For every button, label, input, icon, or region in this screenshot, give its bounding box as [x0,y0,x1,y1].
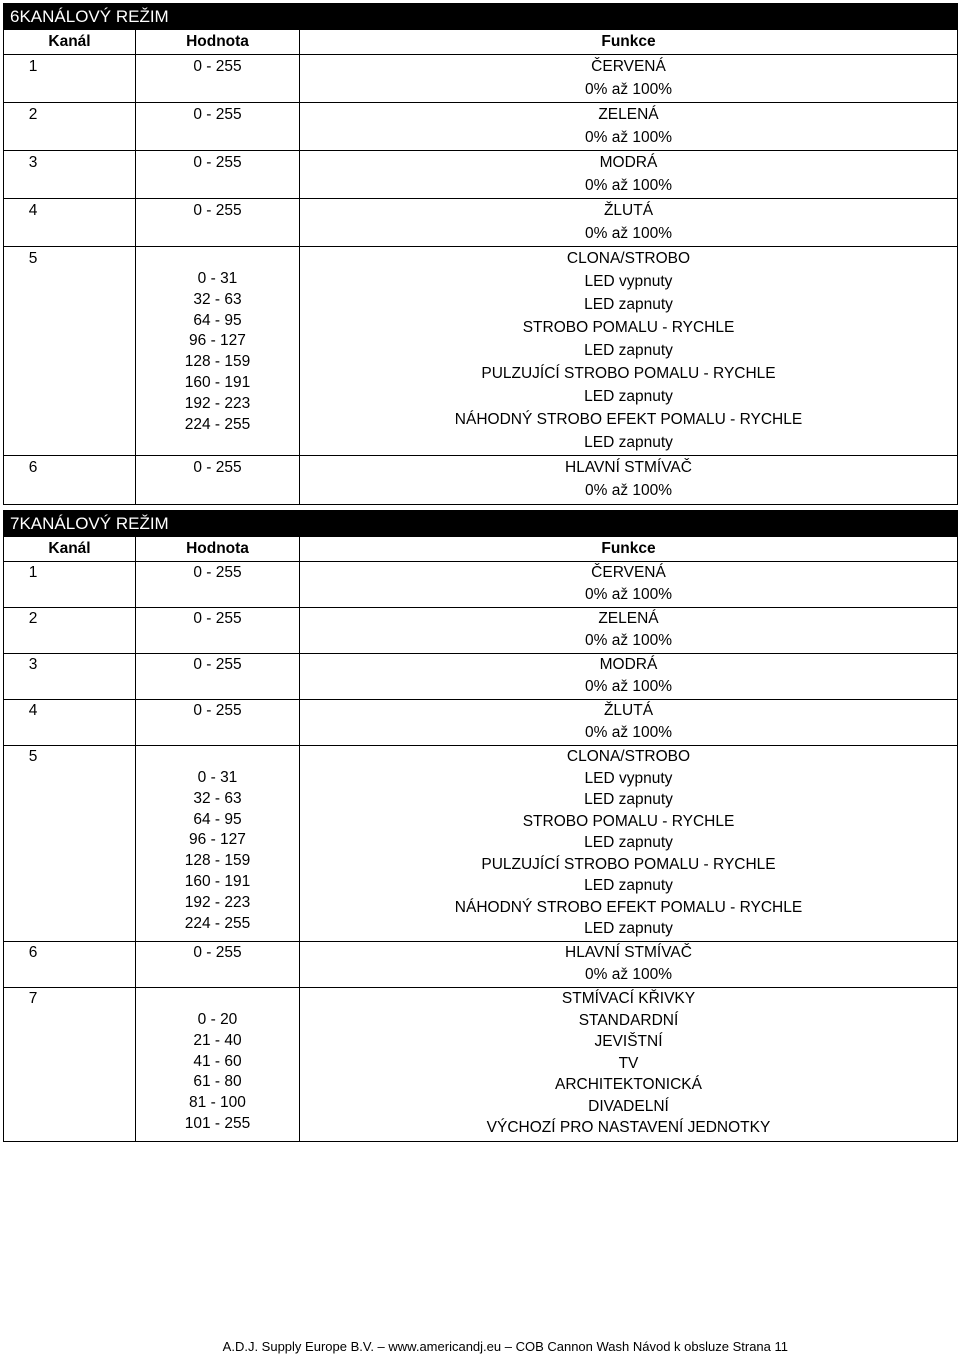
value-range: 0 - 255 [193,106,242,123]
function-description: LED vypnuty [584,769,673,787]
value-range: 0 - 20 [197,1011,238,1028]
value-range: 128 - 159 [184,353,251,371]
channel-cell [4,988,136,1141]
function-cell [300,654,957,699]
value-range: 61 - 80 [193,1073,242,1091]
value-range: 0 - 255 [193,564,242,581]
value-cell [136,746,300,941]
channel-cell [4,151,136,198]
value-cell [136,247,300,455]
table-row [4,199,957,247]
header-value: Hodnota [136,30,300,54]
function-description: VÝCHOZÍ PRO NASTAVENÍ JEDNOTKY [486,1119,771,1136]
channel-number: 4 [28,702,38,719]
table-header [4,537,957,562]
value-range: 101 - 255 [184,1114,251,1132]
value-range: 32 - 63 [193,789,242,807]
table-title: 6KANÁLOVÝ REŽIM [4,4,957,30]
function-description: 0% až 100% [584,129,673,146]
value-range: 64 - 95 [193,311,242,329]
channel-number: 1 [28,564,38,581]
function-description: PULZUJÍCÍ STROBO POMALU - RYCHLE [481,365,776,382]
header-channel: Kanál [4,537,136,561]
value-cell [136,562,300,607]
function-description: 0% až 100% [584,225,673,242]
table-row [4,988,957,1141]
function-description: LED zapnuty [584,877,673,894]
function-description: NÁHODNÝ STROBO EFEKT POMALU - RYCHLE [454,411,803,428]
header-value: Hodnota [136,537,300,561]
channel-number: 5 [28,748,38,765]
table-row [4,942,957,988]
value-range: 0 - 255 [193,58,242,75]
function-description: LED zapnuty [584,434,673,451]
table-row [4,151,957,199]
table-row [4,608,957,654]
function-title: HLAVNÍ STMÍVAČ [565,944,692,961]
function-cell [300,746,957,941]
table-body [4,55,957,504]
value-range: 41 - 60 [193,1052,242,1070]
value-cell [136,151,300,198]
function-description: 0% až 100% [584,482,673,499]
table-body [4,562,957,1141]
function-cell [300,247,957,455]
function-cell [300,608,957,653]
value-range: 0 - 31 [197,270,238,287]
header-channel: Kanál [4,30,136,54]
value-range: 96 - 127 [189,332,246,350]
value-range: 21 - 40 [193,1031,242,1049]
channel-number: 3 [28,656,38,673]
function-description: LED zapnuty [584,920,673,937]
value-cell [136,199,300,246]
channel-number: 6 [28,944,38,961]
value-cell [136,988,300,1141]
function-description: LED zapnuty [584,342,673,359]
channel-number: 6 [28,459,38,476]
channel-number: 7 [28,990,38,1007]
function-description: PULZUJÍCÍ STROBO POMALU - RYCHLE [481,855,776,873]
value-range: 0 - 31 [197,769,238,786]
channel-cell [4,700,136,745]
table-row [4,103,957,151]
function-description: ARCHITEKTONICKÁ [555,1076,702,1093]
value-range: 128 - 159 [184,852,251,870]
function-description: STROBO POMALU - RYCHLE [522,319,735,336]
value-range: 64 - 95 [193,810,242,828]
function-title: ČERVENÁ [591,58,666,75]
value-range: 0 - 255 [193,459,242,476]
table-row [4,247,957,456]
channel-number: 2 [28,610,38,627]
value-range: 0 - 255 [193,944,242,961]
function-description: 0% až 100% [584,724,673,741]
value-cell [136,942,300,987]
table-title: 7KANÁLOVÝ REŽIM [4,511,957,537]
channel-number: 5 [28,250,38,267]
function-description: 0% až 100% [584,586,673,603]
function-cell [300,151,957,198]
channel-number: 2 [28,106,38,123]
function-cell [300,988,957,1141]
function-title: CLONA/STROBO [566,250,691,267]
function-cell [300,942,957,987]
table-row [4,654,957,700]
value-cell [136,103,300,150]
value-cell [136,654,300,699]
channel-number: 4 [28,202,38,219]
value-range: 224 - 255 [184,914,251,932]
function-description: NÁHODNÝ STROBO EFEKT POMALU - RYCHLE [454,898,803,916]
channel-cell [4,247,136,455]
function-description: STANDARDNÍ [578,1011,679,1029]
function-description: 0% až 100% [584,632,673,649]
value-range: 32 - 63 [193,290,242,308]
function-cell [300,562,957,607]
function-description: LED zapnuty [584,791,673,808]
function-description: 0% až 100% [584,81,673,98]
channel-number: 1 [28,58,38,75]
channel-cell [4,608,136,653]
function-title: ČERVENÁ [591,564,666,581]
value-range: 160 - 191 [184,872,251,890]
function-title: ŽLUTÁ [603,202,654,219]
channel-cell [4,562,136,607]
table-row [4,562,957,608]
function-title: ZELENÁ [598,610,659,627]
value-range: 96 - 127 [189,831,246,849]
function-description: 0% až 100% [584,966,673,983]
function-description: LED zapnuty [584,834,673,851]
function-title: MODRÁ [599,656,658,673]
function-title: CLONA/STROBO [566,748,691,765]
function-title: ŽLUTÁ [603,702,654,719]
function-description: DIVADELNÍ [588,1097,669,1115]
value-range: 160 - 191 [184,373,251,391]
value-range: 0 - 255 [193,202,242,219]
function-description: 0% až 100% [584,678,673,695]
value-range: 0 - 255 [193,610,242,627]
channel-number: 3 [28,154,38,171]
channel-cell [4,942,136,987]
function-description: TV [618,1054,639,1072]
function-title: MODRÁ [599,154,658,171]
table-7ch [3,510,958,1142]
function-description: STROBO POMALU - RYCHLE [522,812,735,830]
value-range: 192 - 223 [184,394,251,412]
value-range: 0 - 255 [193,656,242,673]
function-cell [300,199,957,246]
function-title: ZELENÁ [598,106,659,123]
value-range: 192 - 223 [184,893,251,911]
header-function: Funkce [601,540,656,557]
table-row [4,746,957,942]
page-footer: A.D.J. Supply Europe B.V. – www.americandj.eu – COB Cannon Wash Návod k obsluze Strana 11 [222,1339,788,1354]
table-row [4,55,957,103]
table-6ch [3,3,958,505]
function-description: LED zapnuty [584,388,673,405]
function-description: 0% až 100% [584,177,673,194]
function-cell [300,700,957,745]
channel-cell [4,103,136,150]
function-description: LED vypnuty [584,273,673,290]
function-cell [300,55,957,102]
header-function: Funkce [601,33,656,50]
value-cell [136,700,300,745]
function-description: JEVIŠTNÍ [594,1033,663,1050]
function-title: STMÍVACÍ KŘIVKY [561,990,696,1007]
function-title: HLAVNÍ STMÍVAČ [565,459,692,476]
channel-cell [4,199,136,246]
table-row [4,456,957,504]
function-description: LED zapnuty [584,296,673,313]
function-cell [300,456,957,504]
value-cell [136,608,300,653]
table-row [4,700,957,746]
value-cell [136,456,300,504]
value-cell [136,55,300,102]
value-range: 0 - 255 [193,702,242,719]
channel-cell [4,55,136,102]
channel-cell [4,746,136,941]
function-cell [300,103,957,150]
table-header [4,30,957,55]
value-range: 224 - 255 [184,415,251,433]
channel-cell [4,654,136,699]
value-range: 0 - 255 [193,154,242,171]
channel-cell [4,456,136,504]
value-range: 81 - 100 [189,1094,246,1112]
